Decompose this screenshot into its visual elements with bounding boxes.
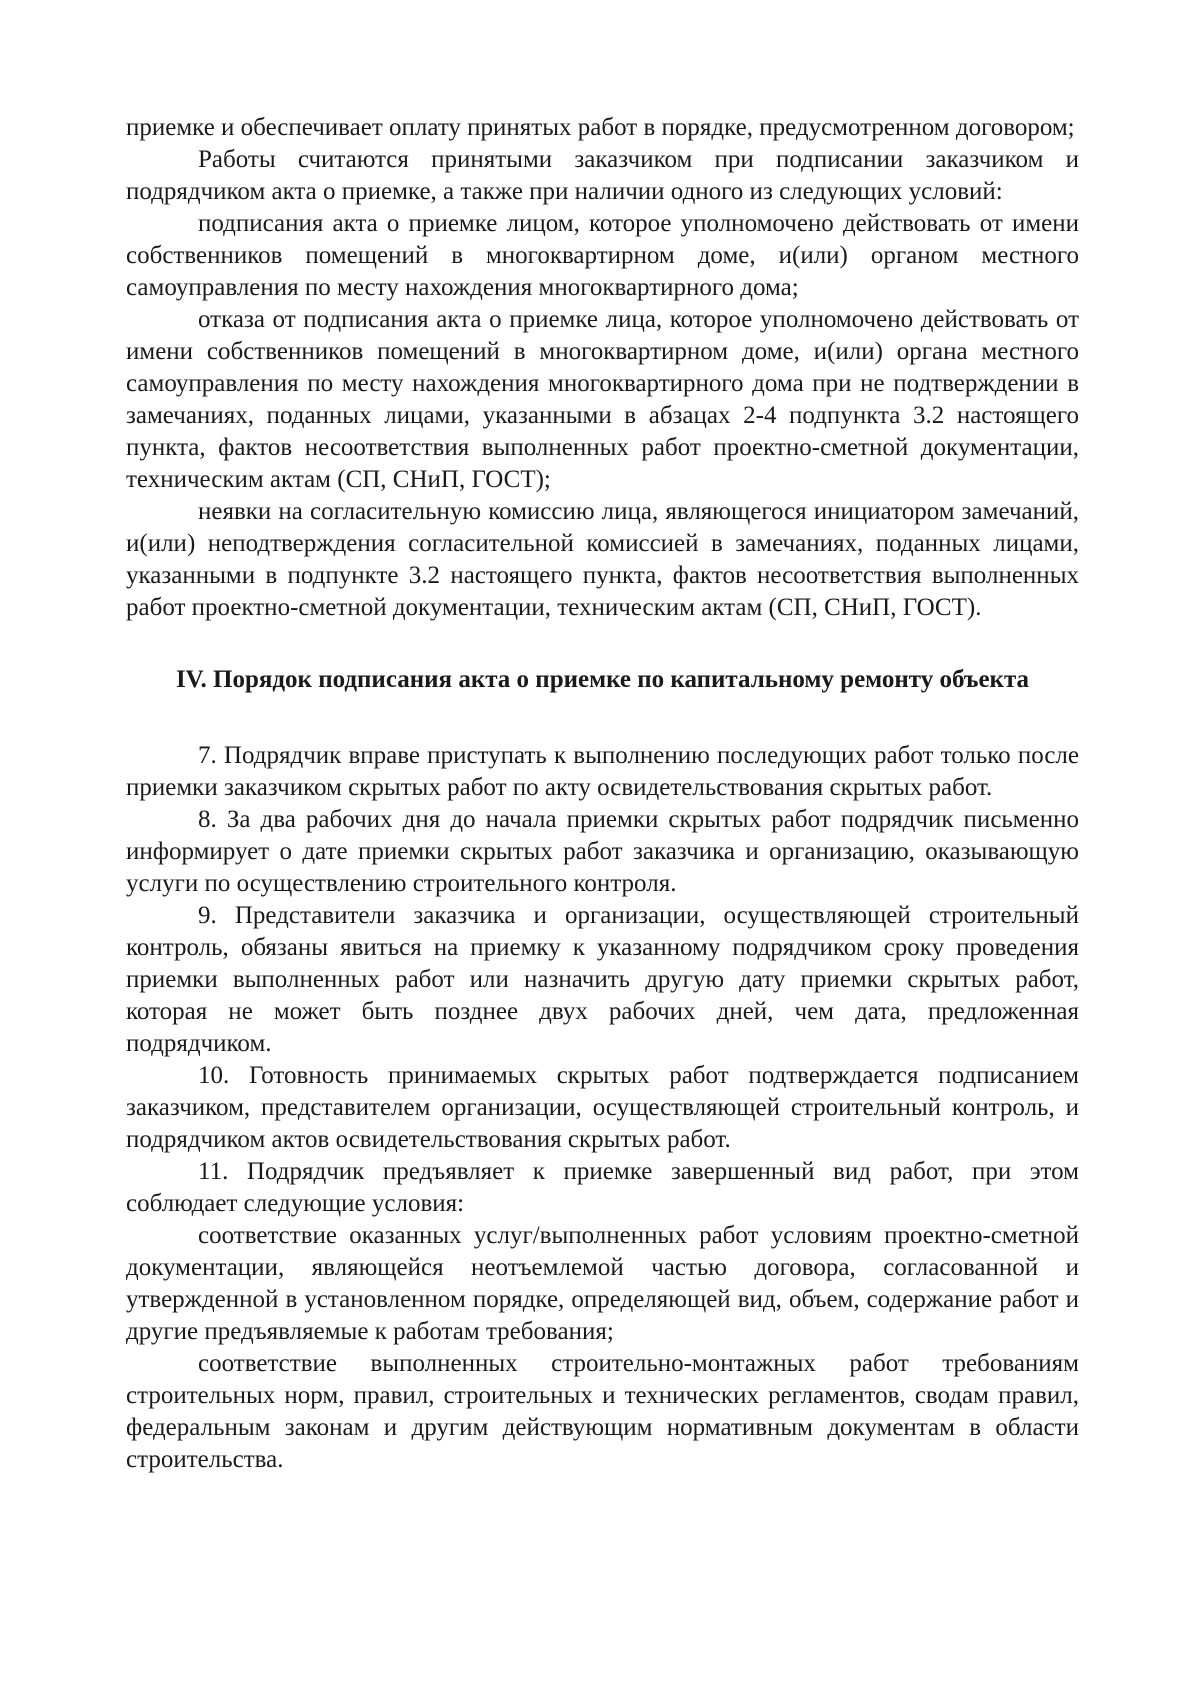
- paragraph-item-7: 7. Подрядчик вправе приступать к выполнению последующих работ только после приемки заказчиком скрытых работ по акту освидетельствования скрытых работ.: [126, 742, 1079, 801]
- paragraph-condition-compliance-design: соответствие оказанных услуг/выполненных работ условиям проектно-сметной документации, являющейся неотъемлемой частью договора, согласованной и утвержденной в установленном порядке, определяющей вид, объем, содержание работ и другие предъявляемые к работам требования;: [126, 1222, 1079, 1345]
- document-page: [126, 112, 1079, 1476]
- paragraph-condition-compliance-norms: соответствие выполненных строительно-монтажных работ требованиям строительных норм, правил, строительных и технических регламентов, сводам правил, федеральным законам и другим действующим нормативным документам в области строительства.: [126, 1350, 1079, 1473]
- paragraph-item-11: 11. Подрядчик предъявляет к приемке завершенный вид работ, при этом соблюдает следующие условия:: [126, 1158, 1079, 1217]
- paragraph-condition-signing: подписания акта о приемке лицом, которое уполномочено действовать от имени собственников помещений в многоквартирном доме, и(или) органом местного самоуправления по месту нахождения многоквартирного дома;: [126, 210, 1079, 301]
- paragraph-condition-refusal: отказа от подписания акта о приемке лица, которое уполномочено действовать от имени собственников помещений в многоквартирном доме, и(или) органа местного самоуправления по месту нахождения многоквартирного дома при не подтверждении в замечаниях, поданных лицами, указанными в абзацах 2-4 подпункта 3.2 настоящего пункта, фактов несоответствия выполненных работ проектно-сметной документации, техническим актам (СП, СНиП, ГОСТ);: [126, 306, 1079, 493]
- section-heading: IV. Порядок подписания акта о приемке по капитальному ремонту объекта: [175, 666, 1030, 693]
- paragraph-item-8: 8. За два рабочих дня до начала приемки скрытых работ подрядчик письменно информирует о дате приемки скрытых работ заказчика и организацию, оказывающую услуги по осуществлению строительного контроля.: [126, 806, 1079, 897]
- paragraph-condition-absence: неявки на согласительную комиссию лица, являющегося инициатором замечаний, и(или) неподтверждения согласительной комиссией в замечаниях, поданных лицами, указанными в подпункте 3.2 настоящего пункта, фактов несоответствия выполненных работ проектно-сметной документации, техническим актам (СП, СНиП, ГОСТ).: [126, 498, 1079, 621]
- paragraph-continuation: приемке и обеспечивает оплату принятых работ в порядке, предусмотренном договором;: [126, 114, 1075, 141]
- paragraph-item-10: 10. Готовность принимаемых скрытых работ подтверждается подписанием заказчиком, представителем организации, осуществляющей строительный контроль, и подрядчиком актов освидетельствования скрытых работ.: [126, 1062, 1079, 1153]
- paragraph-item-9: 9. Представители заказчика и организации, осуществляющей строительный контроль, обязаны явиться на приемку к указанному подрядчиком сроку проведения приемки выполненных работ или назначить другую дату приемки скрытых работ, которая не может быть позднее двух рабочих дней, чем дата, предложенная подрядчиком.: [126, 902, 1079, 1057]
- paragraph-acceptance-conditions: Работы считаются принятыми заказчиком при подписании заказчиком и подрядчиком акта о приемке, а также при наличии одного из следующих условий:: [126, 146, 1079, 205]
